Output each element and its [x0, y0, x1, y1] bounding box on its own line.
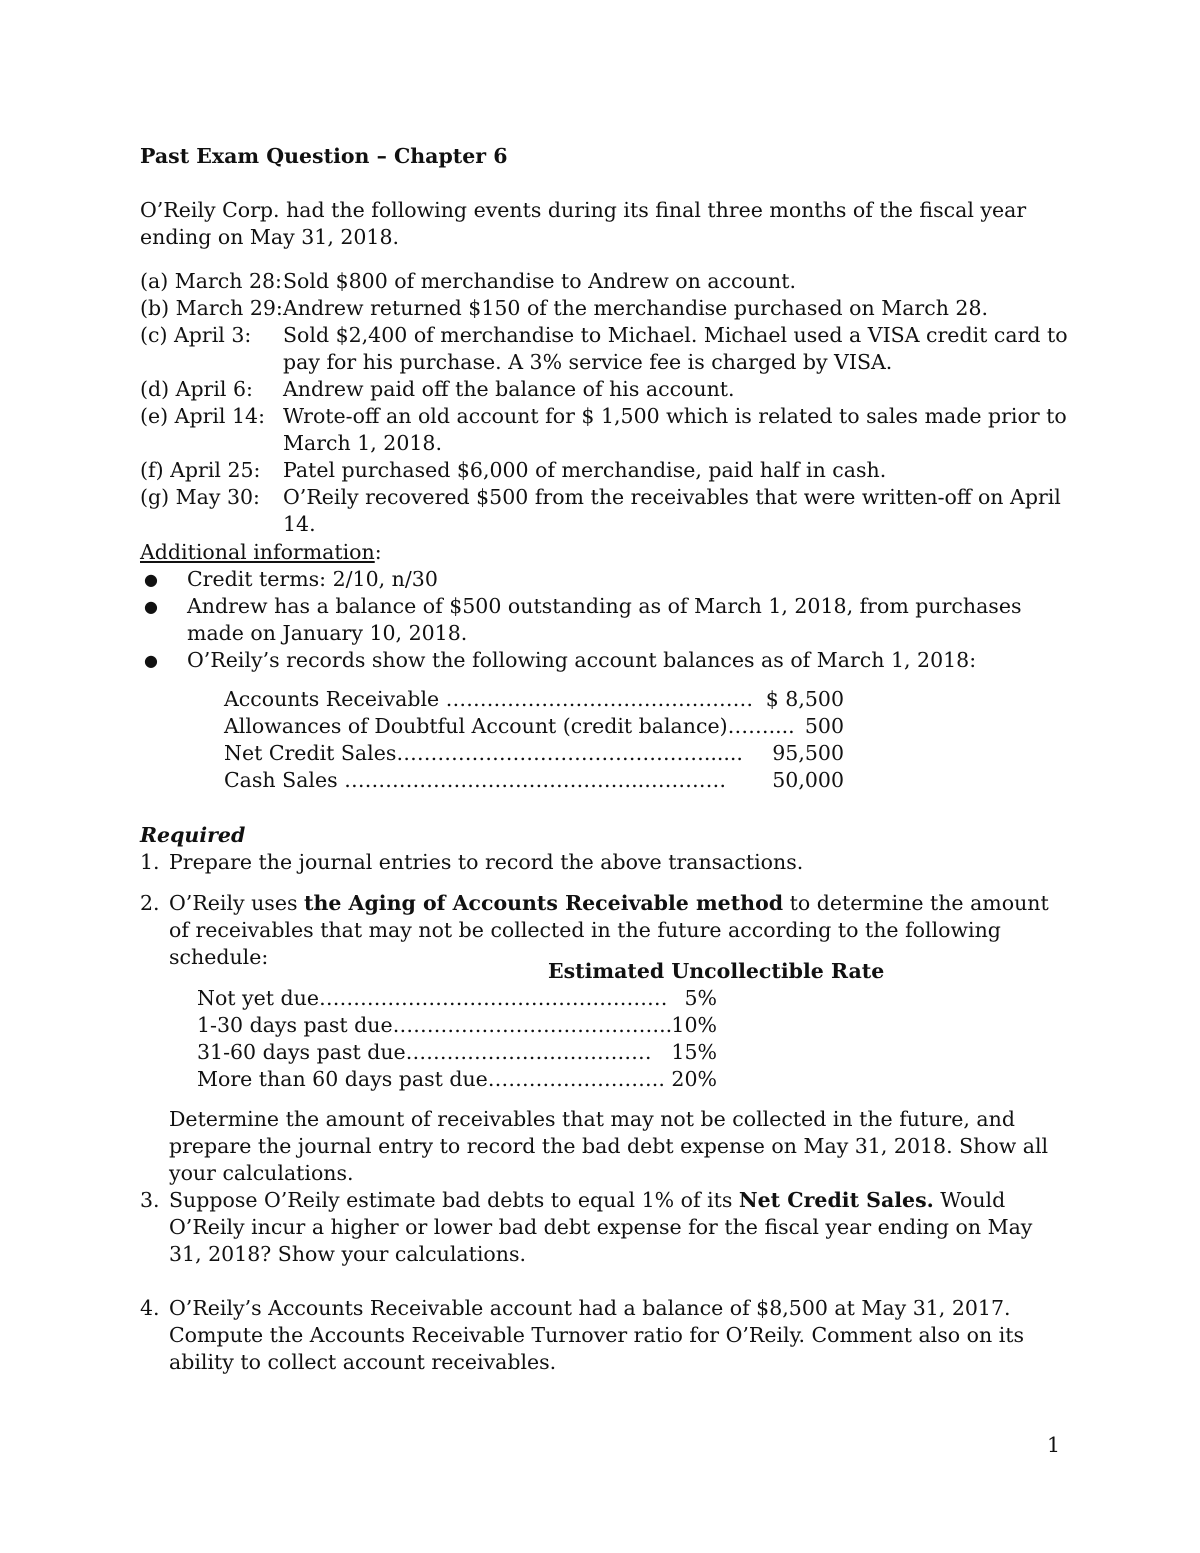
rate-table-heading: Estimated Uncollectible Rate: [548, 959, 885, 983]
event-label: (d) April 6:: [140, 377, 253, 401]
event-item: [140, 268, 1070, 295]
event-item: [140, 322, 1070, 376]
additional-info-title: Additional information: [140, 540, 375, 564]
rate-value: 20%: [671, 1067, 717, 1091]
rate-label: 1-30 days past due…………………………………..: [197, 1013, 673, 1037]
account-balances-table: [224, 686, 844, 794]
event-label: (c) April 3:: [140, 323, 252, 347]
event-text: Sold $2,400 of merchandise to Michael. Michael used a VISA credit card to pay for his purchase. A 3% service fee is charged by VISA.: [283, 323, 1068, 374]
rate-label: Not yet due……………………………………………: [197, 986, 668, 1010]
event-item: [140, 457, 1070, 484]
question-text-bold: Net Credit Sales.: [738, 1188, 934, 1212]
question-number: 2.: [140, 891, 160, 915]
intro-paragraph: O’Reily Corp. had the following events during its final three months of the fiscal year ending on May 31, 2018.: [140, 198, 1027, 249]
balance-label: Accounts Receivable ………………………………………: [224, 687, 754, 711]
question-text: O’Reily’s Accounts Receivable account had a balance of $8,500 at May 31, 2017. Compute the Accounts Receivable Turnover ratio for O’Reily. Comment also on its ability to collect account receivables.: [169, 1296, 1025, 1374]
question-4: [140, 1295, 1060, 1376]
balance-value: 500: [804, 714, 844, 738]
question-number: 3.: [140, 1188, 160, 1212]
question-text: Prepare the journal entries to record the above transactions.: [169, 850, 804, 874]
list-item: [140, 593, 1060, 647]
event-item: [140, 376, 1070, 403]
balance-label: Allowances of Doubtful Account (credit balance)……....: [224, 714, 795, 738]
event-list: [140, 268, 1070, 538]
additional-info-heading: [140, 539, 382, 566]
question-text-pre: Suppose O’Reily estimate bad debts to equal 1% of its: [169, 1188, 739, 1212]
event-item: [140, 295, 1070, 322]
table-row: [224, 767, 844, 794]
event-item: [140, 484, 1070, 538]
uncollectible-rate-table: [197, 985, 717, 1093]
bullet-text: Credit terms: 2/10, n/30: [187, 567, 438, 591]
rate-label: More than 60 days past due……………………..: [197, 1067, 665, 1091]
question-2-followup: Determine the amount of receivables that may not be collected in the future, and prepare the journal entry to record the bad debt expense on May 31, 2018. Show all your calculations.: [169, 1107, 1049, 1185]
question-3: [140, 1187, 1060, 1268]
required-heading: Required: [140, 823, 246, 847]
bullet-icon: ●: [144, 597, 158, 616]
bullet-icon: ●: [144, 651, 158, 670]
question-text-bold: the Aging of Accounts Receivable method: [304, 891, 784, 915]
event-label: (b) March 29:: [140, 296, 283, 320]
table-row: [224, 713, 844, 740]
event-text: Wrote-off an old account for $ 1,500 which is related to sales made prior to March 1, 2018.: [283, 404, 1067, 455]
bullet-text: O’Reily’s records show the following account balances as of March 1, 2018:: [187, 648, 977, 672]
event-text: Sold $800 of merchandise to Andrew on account.: [283, 269, 797, 293]
balance-value: $ 8,500: [765, 687, 844, 711]
bullet-text: Andrew has a balance of $500 outstanding as of March 1, 2018, from purchases made on January 10, 2018.: [187, 594, 1022, 645]
question-text-post: Would O’Reily incur a higher or lower bad debt expense for the fiscal year ending on May 31, 2018? Show your calculations.: [169, 1188, 1033, 1266]
event-label: (f) April 25:: [140, 458, 261, 482]
bullet-icon: ●: [144, 570, 158, 589]
event-label: (e) April 14:: [140, 404, 265, 428]
question-text-post: to determine the amount of receivables that may not be collected in the future according to the following schedule:: [169, 891, 1049, 969]
table-row: [197, 1039, 717, 1066]
list-item: [140, 566, 1060, 593]
event-item: [140, 403, 1070, 457]
rate-value: 5%: [684, 986, 717, 1010]
page-number: 1: [1047, 1433, 1061, 1457]
balance-label: Cash Sales ……………………………………..…………: [224, 768, 727, 792]
event-text: Andrew returned $150 of the merchandise purchased on March 28.: [283, 296, 989, 320]
event-label: (g) May 30:: [140, 485, 260, 509]
rate-label: 31-60 days past due………………………………: [197, 1040, 652, 1064]
question-number: 4.: [140, 1296, 160, 1320]
additional-info-list: [140, 566, 1060, 674]
balance-value: 50,000: [772, 768, 844, 792]
event-label: (a) March 28:: [140, 269, 282, 293]
question-1: [140, 849, 1060, 876]
balance-value: 95,500: [772, 741, 844, 765]
question-text-pre: O’Reily uses: [169, 891, 304, 915]
list-item: [140, 647, 1060, 674]
question-text: [169, 1187, 1060, 1268]
event-text: O’Reily recovered $500 from the receivables that were written-off on April 14.: [283, 485, 1061, 536]
rate-value: 10%: [671, 1013, 717, 1037]
rate-value: 15%: [671, 1040, 717, 1064]
table-row: [197, 1012, 717, 1039]
table-row: [224, 686, 844, 713]
page-title: Past Exam Question – Chapter 6: [140, 144, 508, 168]
question-number: 1.: [140, 850, 160, 874]
additional-info-colon: :: [374, 540, 382, 564]
table-row: [224, 740, 844, 767]
table-row: [197, 985, 717, 1012]
table-row: [197, 1066, 717, 1093]
event-text: Patel purchased $6,000 of merchandise, paid half in cash.: [283, 458, 887, 482]
balance-label: Net Credit Sales………………………………………......: [224, 741, 743, 765]
event-text: Andrew paid off the balance of his account.: [283, 377, 735, 401]
